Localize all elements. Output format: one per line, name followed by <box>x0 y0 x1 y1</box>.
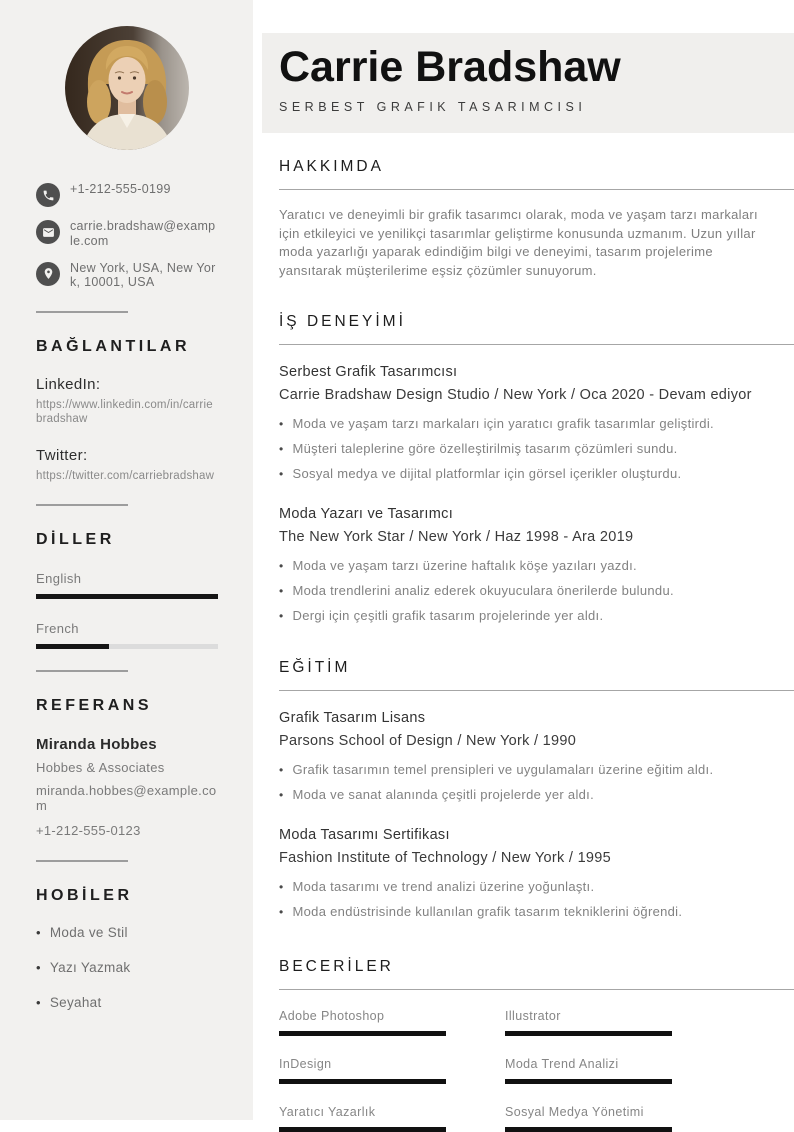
hobby-item: • Yazı Yazmak <box>36 960 218 975</box>
skill-level-bar <box>279 1031 446 1036</box>
skill-name: InDesign <box>279 1056 332 1071</box>
contact-phone: +1-212-555-0199 <box>70 182 171 196</box>
education-entry <box>279 827 794 919</box>
skill-name: Yaratıcı Yazarlık <box>279 1104 376 1119</box>
skill-name: Sosyal Medya Yönetimi <box>505 1104 644 1119</box>
section-skills <box>279 958 794 1132</box>
sidebar-divider <box>36 504 128 506</box>
skill-level-bar <box>279 1127 446 1132</box>
skill-level-bar <box>505 1031 672 1036</box>
job-meta: The New York Star / New York / Haz 1998 - Ara 2019 <box>279 529 634 546</box>
linkedin-label: LinkedIn: <box>36 376 101 393</box>
job-bullet: • Dergi için çeşitli grafik tasarım projelerinde yer aldı. <box>279 608 794 623</box>
education-bullet: • Grafik tasarımın temel prensipleri ve uygulamaları üzerine eğitim aldı. <box>279 762 794 777</box>
education-meta: Fashion Institute of Technology / New York / 1995 <box>279 849 612 866</box>
sidebar-divider <box>36 860 128 862</box>
job-entry <box>279 364 794 481</box>
skills-heading: BECERİLER <box>279 958 794 990</box>
education-bullet: • Moda endüstrisinde kullanılan grafik tasarım tekniklerini öğrendi. <box>279 904 794 919</box>
reference-name: Miranda Hobbes <box>36 736 157 754</box>
main-content <box>253 0 794 1120</box>
skill-name: Adobe Photoshop <box>279 1008 385 1023</box>
skill-item <box>505 1105 672 1132</box>
hobbies-heading: HOBİLER <box>36 886 133 904</box>
section-about <box>279 158 794 280</box>
profile-photo-illustration <box>65 26 189 150</box>
skill-level-bar <box>279 1079 446 1084</box>
job-title: Serbest Grafik Tasarımcısı <box>279 364 458 381</box>
job-title: Moda Yazarı ve Tasarımcı <box>279 506 454 523</box>
contact-location-row <box>36 261 218 291</box>
link-item-linkedin <box>36 376 218 427</box>
person-name: Carrie Bradshaw <box>279 43 621 91</box>
job-bullet: • Moda ve yaşam tarzı üzerine haftalık köşe yazıları yazdı. <box>279 558 794 573</box>
about-text: Yaratıcı ve deneyimli bir grafik tasarımcı olarak, moda ve yaşam tarzı markaları için etkileyici ve yenilikçi tasarımlar geliştirme konusunda uzmanım. Uzun yıllar moda yazarlığı yaparak edindiğim bilgi ve deneyimi, tasarım projelerime yansıtarak müşterilerime eşsiz çözümler sunuyorum. <box>279 207 758 278</box>
link-item-twitter <box>36 447 218 483</box>
language-item-english <box>36 571 218 599</box>
language-level-track <box>36 594 218 599</box>
education-bullets <box>279 879 794 919</box>
language-level-bar <box>36 594 218 599</box>
twitter-label: Twitter: <box>36 446 88 464</box>
phone-icon <box>36 183 60 207</box>
skill-level-track <box>505 1127 672 1132</box>
hobby-item: • Seyahat <box>36 995 218 1010</box>
education-title: Moda Tasarımı Sertifikası <box>279 826 450 843</box>
person-job-title: SERBEST GRAFIK TASARIMCISI <box>279 100 587 115</box>
language-level-bar <box>36 644 109 649</box>
skill-level-track <box>505 1079 672 1084</box>
location-icon <box>36 262 60 286</box>
education-heading: EĞİTİM <box>279 659 794 691</box>
hobby-list <box>36 925 218 1010</box>
languages-heading: DİLLER <box>36 531 115 549</box>
skill-level-track <box>279 1079 446 1084</box>
job-entry <box>279 506 794 623</box>
sidebar-divider <box>36 670 128 672</box>
job-bullets <box>279 558 794 623</box>
education-bullets <box>279 762 794 802</box>
reference-email[interactable]: miranda.hobbes@example.com <box>36 782 217 814</box>
linkedin-url[interactable]: https://www.linkedin.com/in/carriebradshaw <box>36 399 213 426</box>
skill-name: Illustrator <box>505 1008 561 1023</box>
language-level-track <box>36 644 218 649</box>
section-education <box>279 659 794 919</box>
language-name: French <box>36 621 79 637</box>
job-bullet: • Moda ve yaşam tarzı markaları için yaratıcı grafik tasarımlar geliştirdi. <box>279 416 794 431</box>
hobby-item: • Moda ve Stil <box>36 925 218 940</box>
education-entry <box>279 710 794 802</box>
skill-item <box>279 1057 446 1084</box>
job-bullet: • Sosyal medya ve dijital platformlar için görsel içerikler oluşturdu. <box>279 466 794 481</box>
mail-icon <box>36 220 60 244</box>
skill-level-bar <box>505 1079 672 1084</box>
language-name: English <box>36 571 82 587</box>
job-meta: Carrie Bradshaw Design Studio / New York / Oca 2020 - Devam ediyor <box>279 387 752 404</box>
reference-company: Hobbes & Associates <box>36 760 165 776</box>
sidebar-divider <box>36 311 128 313</box>
language-item-french <box>36 621 218 649</box>
skill-item <box>505 1009 672 1036</box>
about-heading: HAKKIMDA <box>279 158 794 190</box>
job-bullets <box>279 416 794 481</box>
twitter-url[interactable]: https://twitter.com/carriebradshaw <box>36 469 215 482</box>
skills-grid <box>279 1009 794 1132</box>
experience-heading: İŞ DENEYİMİ <box>279 313 794 345</box>
skill-level-track <box>279 1127 446 1132</box>
skill-level-track <box>279 1031 446 1036</box>
contact-email[interactable]: carrie.bradshaw@example.com <box>70 219 216 248</box>
education-bullet: • Moda tasarımı ve trend analizi üzerine yoğunlaştı. <box>279 879 794 894</box>
sidebar <box>0 0 253 1120</box>
skill-item <box>279 1105 446 1132</box>
reference-phone: +1-212-555-0123 <box>36 822 141 838</box>
header-band <box>262 33 794 133</box>
education-title: Grafik Tasarım Lisans <box>279 710 426 727</box>
contact-email-row <box>36 219 218 249</box>
contact-phone-row <box>36 182 218 207</box>
section-experience <box>279 313 794 623</box>
links-heading: BAĞLANTILAR <box>36 338 191 355</box>
contact-location: New York, USA, New York, 10001, USA <box>70 260 216 290</box>
education-meta: Parsons School of Design / New York / 1990 <box>279 733 577 750</box>
skill-item <box>279 1009 446 1036</box>
profile-photo <box>65 26 189 150</box>
skill-item <box>505 1057 672 1084</box>
job-bullet: • Müşteri taleplerine göre özelleştirilmiş tasarım çözümleri sundu. <box>279 441 794 456</box>
contact-section <box>36 182 218 290</box>
job-bullet: • Moda trendlerini analiz ederek okuyuculara önerilerde bulundu. <box>279 583 794 598</box>
skill-name: Moda Trend Analizi <box>505 1056 619 1071</box>
skill-level-bar <box>505 1127 672 1132</box>
education-bullet: • Moda ve sanat alanında çeşitli projelerde yer aldı. <box>279 787 794 802</box>
reference-heading: REFERANS <box>36 697 153 715</box>
skill-level-track <box>505 1031 672 1036</box>
